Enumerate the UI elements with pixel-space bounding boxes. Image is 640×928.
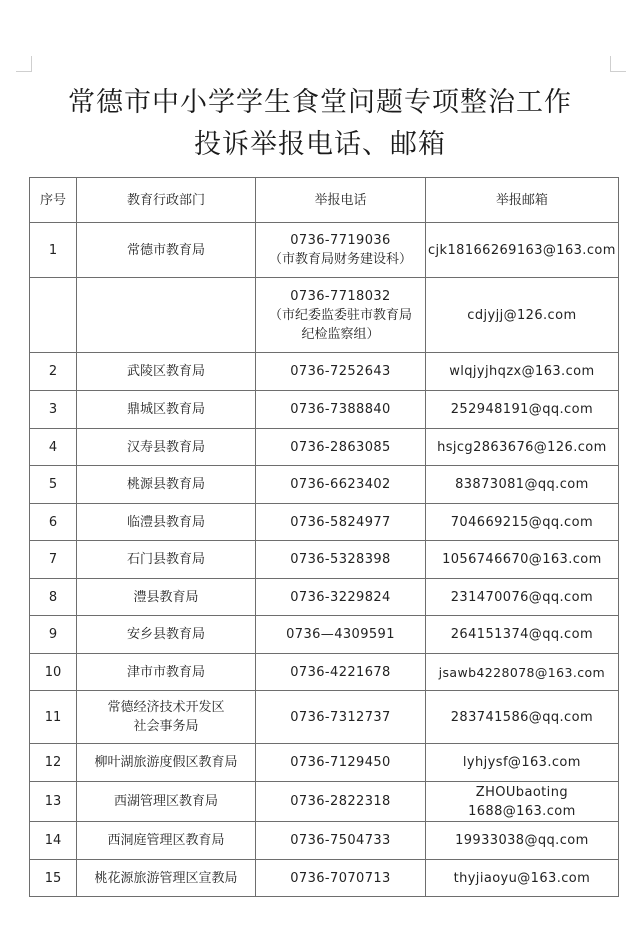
- row-email: 264151374@qq.com: [426, 616, 619, 654]
- row-email: lyhjysf@163.com: [426, 744, 619, 782]
- email-line1: ZHOUbaoting: [475, 784, 568, 800]
- row-email: 231470076@qq.com: [426, 579, 619, 616]
- row-department: 桃源县教育局: [77, 466, 256, 504]
- row-email: wlqjyjhqzx@163.com: [426, 353, 619, 391]
- row-phone: 0736-5328398: [256, 541, 426, 579]
- document-title-line1: 常德市中小学学生食堂问题专项整治工作: [68, 87, 572, 118]
- row-no: 9: [30, 616, 77, 654]
- table-row: [30, 541, 619, 579]
- department-line2: 社会事务局: [133, 719, 199, 734]
- row-email: [426, 782, 619, 822]
- row-phone: [256, 223, 426, 278]
- row-phone: 0736-7070713: [256, 860, 426, 897]
- table-row: [30, 504, 619, 541]
- row-department: 汉寿县教育局: [77, 429, 256, 466]
- row-no: 11: [30, 691, 77, 744]
- table-row: [30, 466, 619, 504]
- row-no: 14: [30, 822, 77, 860]
- header-email: 举报邮箱: [426, 178, 619, 223]
- row-phone: 0736-7504733: [256, 822, 426, 860]
- row-email: hsjcg2863676@126.com: [426, 429, 619, 466]
- row-no: 12: [30, 744, 77, 782]
- row-no: 10: [30, 654, 77, 691]
- row-phone: 0736-7312737: [256, 691, 426, 744]
- row-email: 252948191@qq.com: [426, 391, 619, 429]
- row-email: 83873081@qq.com: [426, 466, 619, 504]
- row-no: 2: [30, 353, 77, 391]
- header-no: 序号: [30, 178, 77, 223]
- row-department: [77, 278, 256, 353]
- row-department: 武陵区教育局: [77, 353, 256, 391]
- row-department: 桃花源旅游管理区宣教局: [77, 860, 256, 897]
- table-row: [30, 744, 619, 782]
- email-line2: 1688@163.com: [468, 803, 576, 819]
- row-phone: 0736-5824977: [256, 504, 426, 541]
- row-department: 澧县教育局: [77, 579, 256, 616]
- row-department: 津市市教育局: [77, 654, 256, 691]
- row-phone: 0736—4309591: [256, 616, 426, 654]
- row-email: cdjyjj@126.com: [426, 278, 619, 353]
- row-department: 常德市教育局: [77, 223, 256, 278]
- row-no: 3: [30, 391, 77, 429]
- row-no: 15: [30, 860, 77, 897]
- row-no: 8: [30, 579, 77, 616]
- document-title-line2: 投诉举报电话、邮箱: [194, 129, 446, 160]
- table-row: [30, 654, 619, 691]
- row-phone: 0736-2863085: [256, 429, 426, 466]
- page-corner-mark-right: [610, 56, 626, 72]
- row-phone: 0736-6623402: [256, 466, 426, 504]
- phone-note: （市纪委监委驻市教育局: [268, 307, 412, 323]
- table-row: [30, 616, 619, 654]
- row-department: 安乡县教育局: [77, 616, 256, 654]
- row-email: jsawb4228078@163.com: [426, 654, 619, 691]
- row-phone: [256, 278, 426, 353]
- row-no: 4: [30, 429, 77, 466]
- table-row: [30, 391, 619, 429]
- row-phone: 0736-3229824: [256, 579, 426, 616]
- table-row: [30, 429, 619, 466]
- table-row: [30, 223, 619, 278]
- row-email: cjk18166269163@163.com: [426, 223, 619, 278]
- page-corner-mark-left: [16, 56, 32, 72]
- row-department: 临澧县教育局: [77, 504, 256, 541]
- row-phone: 0736-2822318: [256, 782, 426, 822]
- row-phone: 0736-4221678: [256, 654, 426, 691]
- row-no: 13: [30, 782, 77, 822]
- table-row: [30, 782, 619, 822]
- row-no: 6: [30, 504, 77, 541]
- row-email: 19933038@qq.com: [426, 822, 619, 860]
- row-no: 5: [30, 466, 77, 504]
- row-phone: 0736-7388840: [256, 391, 426, 429]
- row-phone: 0736-7129450: [256, 744, 426, 782]
- phone-number: 0736-7719036: [290, 233, 391, 248]
- table-row: [30, 353, 619, 391]
- row-email: 283741586@qq.com: [426, 691, 619, 744]
- department-line1: 常德经济技术开发区: [107, 700, 225, 715]
- row-no: 1: [30, 223, 77, 278]
- row-department: 西湖管理区教育局: [77, 782, 256, 822]
- row-email: thyjiaoyu@163.com: [426, 860, 619, 897]
- phone-note: （市教育局财务建设科）: [268, 252, 412, 267]
- table-row: [30, 691, 619, 744]
- table-row: [30, 860, 619, 897]
- row-no: [30, 278, 77, 353]
- complaint-contact-table: [29, 177, 619, 897]
- row-department: 柳叶湖旅游度假区教育局: [77, 744, 256, 782]
- row-department: 石门县教育局: [77, 541, 256, 579]
- table-row: [30, 822, 619, 860]
- row-phone: 0736-7252643: [256, 353, 426, 391]
- table-header-row: [30, 178, 619, 223]
- row-email: 704669215@qq.com: [426, 504, 619, 541]
- row-email: 1056746670@163.com: [426, 541, 619, 579]
- table-row: [30, 579, 619, 616]
- row-no: 7: [30, 541, 77, 579]
- header-department: 教育行政部门: [77, 178, 256, 223]
- row-department: [77, 691, 256, 744]
- row-department: 西洞庭管理区教育局: [77, 822, 256, 860]
- table-row: [30, 278, 619, 353]
- header-phone: 举报电话: [256, 178, 426, 223]
- phone-number: 0736-7718032: [290, 288, 391, 304]
- phone-note-cont: 纪检监察组）: [301, 326, 380, 342]
- row-department: 鼎城区教育局: [77, 391, 256, 429]
